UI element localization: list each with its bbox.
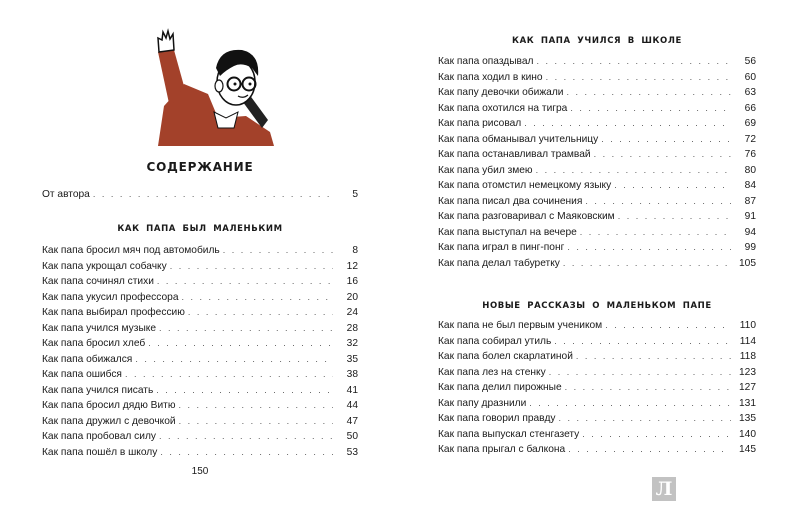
- toc-entry-page: 135: [739, 413, 756, 424]
- toc-entry-page: 63: [744, 87, 756, 98]
- toc-entry[interactable]: [438, 227, 756, 243]
- publisher-logo: Л: [652, 477, 676, 501]
- toc-entry-page: 20: [346, 291, 358, 303]
- leader-dots: [576, 351, 731, 361]
- toc-entry-page: 12: [346, 260, 358, 272]
- leader-dots: [580, 227, 731, 237]
- leader-dots: [125, 369, 333, 379]
- toc-entry[interactable]: [438, 87, 756, 103]
- toc-entry-title: Как папа дружил с девочкой: [42, 415, 176, 427]
- leader-dots: [582, 429, 731, 439]
- toc-entry-page: 16: [346, 276, 358, 287]
- toc-entry-page: 53: [346, 446, 358, 458]
- toc-entry-page: 87: [744, 195, 756, 207]
- leader-dots: [594, 149, 731, 159]
- toc-entry-title: Как папа учился музыке: [42, 322, 157, 334]
- toc-entry[interactable]: [42, 189, 358, 205]
- leader-dots: [188, 307, 333, 317]
- toc-entry-page: 140: [739, 428, 756, 440]
- toc-entry-page: 50: [346, 431, 358, 442]
- toc-entry[interactable]: [438, 211, 756, 227]
- toc-entry-title: Как папа болел скарлатиной: [438, 351, 573, 362]
- toc-entry[interactable]: [438, 118, 756, 134]
- toc-entry-page: 5: [352, 189, 358, 200]
- leader-dots: [157, 276, 333, 286]
- toc-entry[interactable]: [438, 180, 756, 196]
- toc-entry-page: 38: [346, 369, 358, 380]
- toc-entry-title: Как папа пробовал силу: [42, 431, 156, 442]
- toc-entry[interactable]: [438, 165, 756, 181]
- leader-dots: [524, 118, 731, 128]
- toc-entry-title: От автора: [42, 189, 90, 200]
- toc-entry-page: 44: [346, 400, 358, 411]
- toc-entry[interactable]: [42, 400, 358, 416]
- toc-entry-page: 66: [744, 102, 756, 114]
- toc-entry[interactable]: [42, 354, 358, 370]
- toc-entry-title: Как папа выбирал профессию: [42, 307, 185, 318]
- toc-entry-page: 94: [744, 226, 756, 238]
- toc-entry-title: Как папа ошибся: [42, 369, 122, 380]
- toc-entry-title: Как папа бросил хлеб: [42, 338, 146, 349]
- toc-entry[interactable]: [438, 351, 756, 367]
- toc-entry-title: Как папа бросил дядю Витю: [42, 400, 176, 411]
- toc-entry-page: 127: [739, 382, 756, 393]
- toc-entry-page: 47: [346, 415, 358, 427]
- toc-list-school: [438, 56, 756, 273]
- leader-dots: [566, 87, 731, 97]
- leader-dots: [135, 354, 333, 364]
- leader-dots: [601, 134, 731, 144]
- toc-entry-title: Как папа делил пирожные: [438, 382, 562, 393]
- toc-entry[interactable]: [438, 444, 756, 460]
- boy-waving-illustration: [150, 28, 280, 153]
- toc-entry-page: 91: [744, 211, 756, 222]
- toc-entry-page: 72: [744, 133, 756, 145]
- toc-entry-page: 145: [739, 444, 756, 455]
- toc-entry-page: 123: [739, 366, 756, 378]
- toc-entry[interactable]: [42, 369, 358, 385]
- leader-dots: [93, 189, 333, 199]
- toc-entry[interactable]: [438, 103, 756, 119]
- toc-entry-page: 60: [744, 71, 756, 83]
- toc-entry-title: Как папа выступал на вечере: [438, 226, 577, 238]
- toc-entry-title: Как папа укрощал собачку: [42, 260, 167, 272]
- toc-entry-title: Как папа прыгал с балкона: [438, 444, 566, 455]
- leader-dots: [223, 245, 333, 255]
- leader-dots: [178, 400, 333, 410]
- toc-entry[interactable]: [42, 307, 358, 323]
- toc-entry-title: Как папа убил змею: [438, 164, 533, 176]
- toc-entry[interactable]: [42, 385, 358, 401]
- leader-dots: [159, 431, 333, 441]
- toc-entry-page: 28: [346, 322, 358, 334]
- toc-entry-page: 131: [739, 397, 756, 409]
- toc-entry-page: 80: [744, 164, 756, 176]
- toc-entry-title: Как папа охотился на тигра: [438, 102, 568, 114]
- toc-entry[interactable]: [438, 398, 756, 414]
- leader-dots: [181, 292, 333, 302]
- contents-heading: СОДЕРЖАНИЕ: [146, 160, 254, 174]
- toc-entry[interactable]: [42, 292, 358, 308]
- toc-entry-page: 84: [744, 180, 756, 191]
- toc-entry-title: Как папу девочки обижали: [438, 87, 564, 98]
- leader-dots: [554, 336, 731, 346]
- leader-dots: [565, 382, 731, 392]
- toc-entry[interactable]: [438, 367, 756, 383]
- leader-dots: [170, 261, 333, 271]
- toc-entry-title: Как папа укусил профессора: [42, 291, 179, 303]
- leader-dots: [614, 180, 731, 190]
- toc-entry[interactable]: [438, 196, 756, 212]
- toc-entry-title: Как папа отомстил немецкому языку: [438, 180, 612, 191]
- leader-dots: [559, 413, 731, 423]
- toc-entry[interactable]: [438, 413, 756, 429]
- intro-list: [42, 189, 358, 205]
- toc-entry-page: 76: [744, 149, 756, 160]
- section-title: НОВЫЕ РАССКАЗЫ О МАЛЕНЬКОМ ПАПЕ: [482, 301, 712, 311]
- leader-dots: [156, 385, 333, 395]
- toc-entry-page: 114: [739, 335, 756, 347]
- toc-entry-title: Как папа играл в пинг-понг: [438, 242, 565, 253]
- toc-entry-title: Как папа выпускал стенгазету: [438, 428, 580, 440]
- toc-entry[interactable]: [438, 56, 756, 72]
- leader-dots: [546, 72, 731, 82]
- toc-entry[interactable]: [42, 447, 358, 463]
- toc-entry-title: Как папа обманывал учительницу: [438, 133, 599, 145]
- toc-entry-title: Как папа пошёл в школу: [42, 446, 158, 458]
- toc-entry-title: Как папа не был первым учеником: [438, 320, 603, 331]
- leader-dots: [585, 196, 731, 206]
- toc-entry-page: 99: [744, 242, 756, 253]
- toc-entry-title: Как папа собирал утиль: [438, 335, 552, 347]
- toc-entry-page: 24: [346, 307, 358, 318]
- leader-dots: [159, 323, 333, 333]
- toc-entry-page: 69: [744, 118, 756, 129]
- toc-entry-title: Как папа ходил в кино: [438, 71, 543, 83]
- toc-entry[interactable]: [438, 242, 756, 258]
- toc-entry-page: 32: [346, 338, 358, 349]
- toc-entry-title: Как папу дразнили: [438, 397, 527, 409]
- toc-entry[interactable]: [438, 258, 756, 274]
- leader-dots: [536, 56, 731, 66]
- toc-entry[interactable]: [438, 336, 756, 352]
- leader-dots: [563, 258, 731, 268]
- leader-dots: [529, 398, 731, 408]
- toc-entry[interactable]: [42, 276, 358, 292]
- leader-dots: [549, 367, 731, 377]
- toc-entry[interactable]: [42, 431, 358, 447]
- toc-entry[interactable]: [438, 149, 756, 165]
- toc-entry-page: 110: [739, 320, 756, 331]
- leader-dots: [536, 165, 731, 175]
- toc-entry[interactable]: [438, 72, 756, 88]
- toc-entry[interactable]: [42, 338, 358, 354]
- toc-entry-title: Как папа разговаривал с Маяковским: [438, 211, 615, 222]
- section-title: КАК ПАПА УЧИЛСЯ В ШКОЛЕ: [512, 36, 682, 46]
- toc-entry-page: 105: [739, 257, 756, 269]
- leader-dots: [570, 103, 731, 113]
- toc-entry[interactable]: [42, 261, 358, 277]
- toc-entry[interactable]: [42, 416, 358, 432]
- page-number: 150: [191, 466, 209, 477]
- toc-entry-page: 41: [346, 384, 358, 396]
- leader-dots: [179, 416, 333, 426]
- toc-entry-title: Как папа опаздывал: [438, 56, 534, 67]
- toc-entry-title: Как папа сочинял стихи: [42, 276, 154, 287]
- leader-dots: [160, 447, 333, 457]
- leader-dots: [605, 320, 731, 330]
- toc-entry[interactable]: [438, 134, 756, 150]
- right-page: [400, 0, 800, 512]
- toc-entry-title: Как папа бросил мяч под автомобиль: [42, 245, 220, 256]
- toc-entry-title: Как папа рисовал: [438, 118, 522, 129]
- leader-dots: [568, 444, 731, 454]
- toc-entry[interactable]: [438, 429, 756, 445]
- toc-entry[interactable]: [42, 245, 358, 261]
- section-title: КАК ПАПА БЫЛ МАЛЕНЬКИМ: [117, 224, 283, 234]
- toc-entry-page: 8: [352, 245, 358, 256]
- toc-entry-title: Как папа писал два сочинения: [438, 195, 583, 207]
- leader-dots: [618, 211, 731, 221]
- toc-entry-title: Как папа учился писать: [42, 384, 154, 396]
- toc-entry-page: 35: [346, 353, 358, 365]
- toc-entry-page: 56: [744, 56, 756, 67]
- leader-dots: [567, 242, 731, 252]
- toc-entry[interactable]: [438, 320, 756, 336]
- toc-entry-title: Как папа обижался: [42, 353, 133, 365]
- toc-entry-title: Как папа останавливал трамвай: [438, 149, 591, 160]
- toc-list-new-stories: [438, 320, 756, 460]
- toc-entry-title: Как папа говорил правду: [438, 413, 556, 424]
- toc-entry-title: Как папа лез на стенку: [438, 366, 546, 378]
- toc-entry[interactable]: [438, 382, 756, 398]
- toc-entry-title: Как папа делал табуретку: [438, 257, 560, 269]
- leader-dots: [148, 338, 333, 348]
- toc-entry-page: 118: [739, 351, 756, 362]
- toc-list-left: [42, 245, 358, 462]
- toc-entry[interactable]: [42, 323, 358, 339]
